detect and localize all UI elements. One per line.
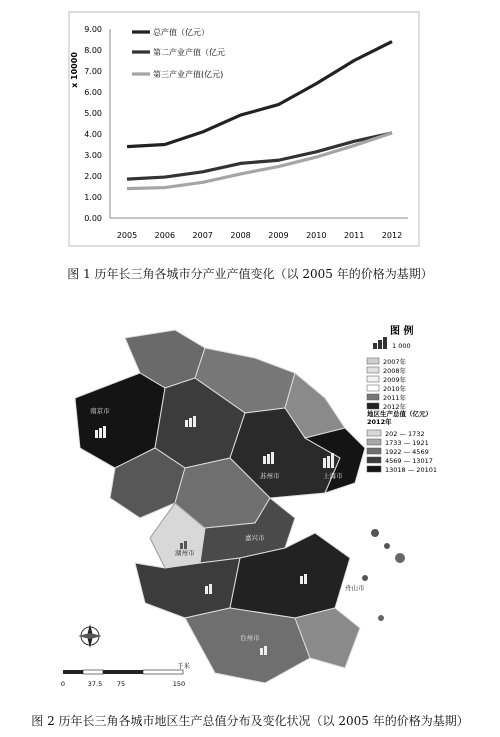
year-swatch [367, 403, 379, 409]
legend-gdp-title: 地区生产总值（亿元） [367, 410, 432, 418]
x-tick-label: 2005 [116, 231, 138, 240]
y-tick-label: 5.00 [84, 109, 102, 118]
legend-label: 总产值（亿元） [153, 28, 209, 37]
gdp-class-label: 1733 — 1921 [385, 439, 429, 447]
x-tick-label: 2008 [230, 231, 251, 240]
city-label-taizhou: 台州市 [240, 634, 260, 642]
x-tick-label: 2009 [268, 231, 289, 240]
year-label: 2011年 [383, 394, 407, 402]
year-label: 2009年 [383, 376, 407, 384]
y-tick-label: 8.00 [84, 46, 102, 55]
legend-gdp-year: 2012年 [367, 418, 392, 426]
island [395, 553, 405, 563]
legend-bar-scale: 1 000 [392, 342, 411, 350]
year-label: 2008年 [383, 367, 407, 375]
x-tick-label: 2012 [381, 231, 403, 240]
scale-tick-0: 0 [60, 680, 66, 688]
compass-icon [78, 624, 102, 648]
y-tick-label: 4.00 [84, 130, 102, 139]
year-label: 2010年 [383, 385, 407, 393]
year-swatch [367, 367, 379, 373]
legend-title: 图 例 [390, 326, 414, 337]
year-swatch [367, 385, 379, 391]
year-label: 2012年 [383, 403, 407, 411]
y-tick-label: 2.00 [84, 172, 102, 181]
y-tick-label: 9.00 [84, 25, 102, 34]
island [362, 575, 368, 581]
gdp-class-label: 1922 — 4569 [385, 448, 429, 456]
figure-2-caption: 图 2 历年长三角各城市地区生产总值分布及变化状况（以 2005 年的价格为基期） [31, 714, 469, 728]
year-swatch [367, 394, 379, 400]
yangtze-delta-map [55, 318, 475, 698]
figure-1-chart [0, 0, 500, 252]
gdp-class-label: 202 — 1732 [385, 430, 425, 438]
year-swatch [367, 376, 379, 382]
gdp-class-swatch [367, 457, 381, 463]
y-tick-label: 0.00 [84, 214, 102, 223]
scale-tick-1: 37.5 [87, 680, 103, 688]
gdp-class-swatch [367, 466, 381, 472]
x-tick-label: 2007 [192, 231, 213, 240]
scale-tick-2: 75 [116, 680, 126, 688]
scale-unit: 千米 [177, 662, 190, 670]
city-label-jiaxing: 嘉兴市 [245, 534, 265, 542]
x-tick-label: 2010 [306, 231, 327, 240]
x-tick-label: 2006 [154, 231, 176, 240]
scale-tick-3: 150 [172, 680, 186, 688]
city-label-shanghai: 上海市 [323, 472, 343, 480]
chart-frame [69, 12, 419, 246]
gdp-class-swatch [367, 439, 381, 445]
gdp-class-swatch [367, 430, 381, 436]
city-label-huzhou: 湖州市 [175, 549, 195, 557]
gdp-class-label: 13018 — 20101 [385, 466, 437, 474]
map-legend [367, 324, 437, 474]
island [384, 543, 390, 549]
scale-bar [61, 661, 191, 688]
city-label-nanjing: 南京市 [90, 407, 110, 415]
city-label-suzhou: 苏州市 [260, 472, 280, 480]
figure-2-map [55, 318, 475, 698]
line-chart [0, 0, 500, 252]
y-tick-label: 1.00 [84, 193, 102, 202]
y-tick-label: 3.00 [84, 151, 102, 160]
year-label: 2007年 [383, 358, 407, 366]
gdp-class-swatch [367, 448, 381, 454]
x-tick-label: 2011 [343, 231, 365, 240]
y-tick-label: 7.00 [84, 67, 102, 76]
year-swatch [367, 358, 379, 364]
legend-label: 第三产业产值(亿元) [153, 70, 224, 79]
legend-label: 第二产业产值（亿元 [153, 48, 225, 57]
city-label-zhoushan: 舟山市 [345, 584, 365, 592]
y-scale-label: x 10000 [70, 52, 79, 88]
island [371, 529, 379, 537]
region-taizhou [185, 608, 310, 683]
y-tick-label: 6.00 [84, 88, 102, 97]
figure-1-caption: 图 1 历年长三角各城市分产业产值变化（以 2005 年的价格为基期） [67, 267, 433, 281]
gdp-class-label: 4569 — 13017 [385, 457, 433, 465]
island [378, 615, 384, 621]
